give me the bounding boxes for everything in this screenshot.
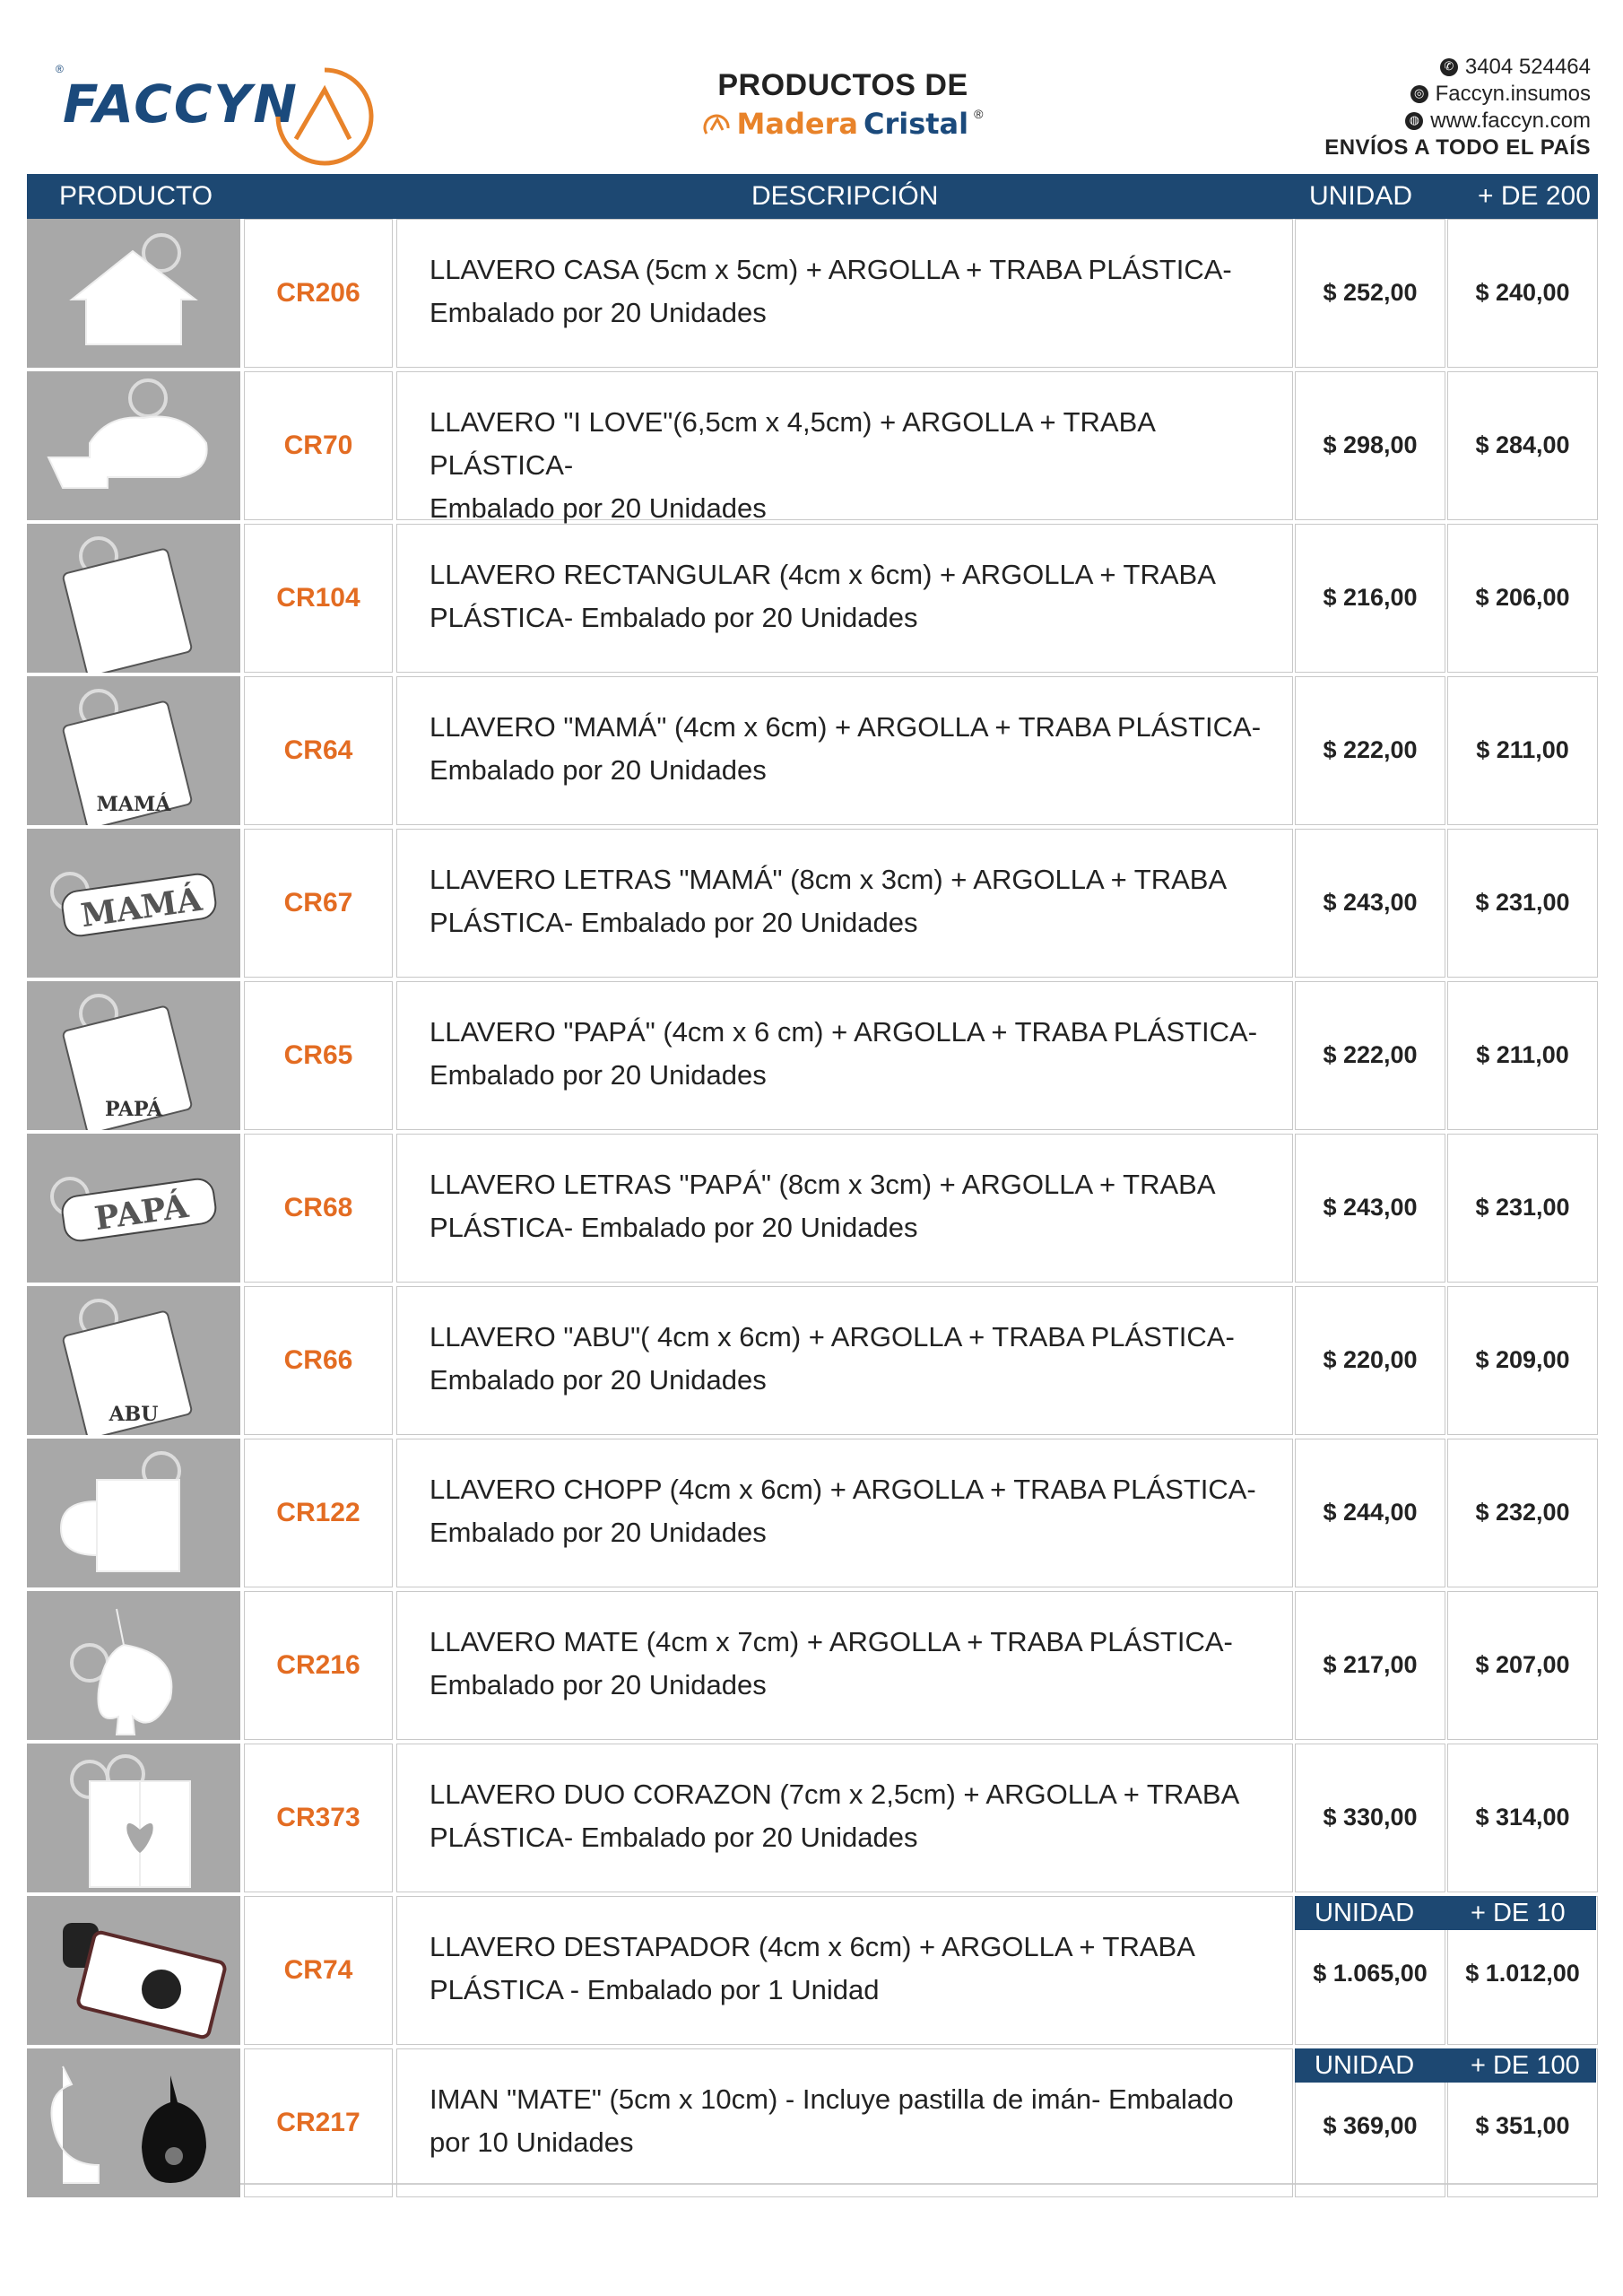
keychain-letters-icon (27, 1134, 240, 1283)
description-line-1: LLAVERO LETRAS "PAPÁ" (8cm x 3cm) + ARGOLLA + TRABA (430, 1169, 1216, 1200)
keychain-duo-icon (27, 1744, 240, 1892)
description-line-1: LLAVERO CASA (5cm x 5cm) + ARGOLLA + TRABA PLÁSTICA- (430, 254, 1232, 285)
product-image (27, 524, 240, 673)
title-main: PRODUCTOS DE (717, 68, 968, 102)
keychain-letters: PAPÁ (91, 1187, 191, 1239)
keychain-opener-icon (27, 1896, 240, 2045)
product-description (396, 219, 1293, 368)
price-unit: $ 243,00 (1323, 889, 1418, 916)
product-image (27, 1591, 240, 1740)
price-unit-cell (1295, 1286, 1445, 1435)
product-image (27, 1286, 240, 1435)
logo-arc-icon (260, 54, 386, 170)
madera-cristal-logo-icon (703, 110, 732, 137)
product-code: CR66 (244, 1286, 393, 1435)
web-globe-icon: ◍ (1405, 112, 1423, 130)
table-row (27, 2048, 1598, 2201)
price-unit-cell (1295, 1744, 1445, 1892)
price-unit: $ 330,00 (1323, 1804, 1418, 1831)
product-image (27, 676, 240, 825)
description-line-1: LLAVERO CHOPP (4cm x 6cm) + ARGOLLA + TRABA PLÁSTICA- (430, 1474, 1256, 1505)
header-unidad: UNIDAD (1309, 181, 1413, 211)
description-line-1: LLAVERO "PAPÁ" (4cm x 6 cm) + ARGOLLA + TRABA PLÁSTICA- (430, 1016, 1258, 1048)
description-line-2: Embalado por 20 Unidades (430, 1059, 767, 1091)
product-code: CR122 (244, 1439, 393, 1587)
contact-web: www.faccyn.com (1430, 109, 1591, 133)
product-description (396, 1439, 1293, 1587)
description-line-2: Embalado por 20 Unidades (430, 754, 767, 786)
product-description (396, 1286, 1293, 1435)
product-description (396, 524, 1293, 673)
table-row (27, 829, 1598, 981)
table-row (27, 1439, 1598, 1591)
keychain-mate-icon (27, 1591, 240, 1740)
price-bulk: $ 207,00 (1475, 1651, 1570, 1678)
price-unit-cell (1295, 829, 1445, 978)
description-line-1: LLAVERO LETRAS "MAMÁ" (8cm x 3cm) + ARGOLLA + TRABA (430, 864, 1228, 895)
description-line-2: Embalado por 20 Unidades (430, 1669, 767, 1700)
table-row (27, 1744, 1598, 1896)
description-line-2: Embalado por 20 Unidades (430, 492, 767, 524)
product-image (27, 1896, 240, 2045)
table-row (27, 981, 1598, 1134)
logo-text: FACCYN (63, 74, 299, 135)
description-line-1: LLAVERO DUO CORAZON (7cm x 2,5cm) + ARGOLLA + TRABA (430, 1779, 1240, 1810)
product-image (27, 1439, 240, 1587)
table-row (27, 1591, 1598, 1744)
product-description (396, 1591, 1293, 1740)
price-unit: $ 369,00 (1323, 2112, 1418, 2139)
description-line-1: IMAN "MATE" (5cm x 10cm) - Incluye pastilla de imán- Embalado (430, 2083, 1234, 2115)
product-image (27, 1134, 240, 1283)
table-row (27, 1286, 1598, 1439)
keychain-house-icon (27, 219, 240, 368)
product-image (27, 1744, 240, 1892)
product-description (396, 1896, 1293, 2045)
price-bulk: $ 284,00 (1475, 431, 1570, 458)
keychain-rect-icon (27, 524, 240, 673)
description-line-2: PLÁSTICA- Embalado por 20 Unidades (430, 1212, 918, 1243)
brand-registered-mark: ® (974, 107, 984, 121)
price-unit-cell (1295, 1134, 1445, 1283)
table-body (27, 219, 1598, 2201)
contact-phone: 3404 524464 (1464, 55, 1591, 79)
brand-cristal: Cristal (863, 107, 969, 141)
product-code: CR65 (244, 981, 393, 1130)
price-bulk-cell (1447, 676, 1598, 825)
price-bulk: $ 211,00 (1476, 1041, 1569, 1068)
table-row (27, 524, 1598, 676)
header-mas-200: + DE 200 (1478, 181, 1591, 211)
product-code: CR70 (244, 371, 393, 520)
table-row (27, 1896, 1598, 2048)
brand-madera: Madera (736, 107, 858, 141)
description-line-2: Embalado por 20 Unidades (430, 1517, 767, 1548)
price-unit-cell (1295, 219, 1445, 368)
header-descripcion: DESCRIPCIÓN (751, 181, 939, 211)
description-line-2: PLÁSTICA- Embalado por 20 Unidades (430, 907, 918, 938)
product-description (396, 829, 1293, 978)
product-description (396, 371, 1293, 524)
description-line-1: LLAVERO MATE (4cm x 7cm) + ARGOLLA + TRABA PLÁSTICA- (430, 1626, 1233, 1657)
price-unit: $ 220,00 (1323, 1346, 1418, 1373)
description-line-2: Embalado por 20 Unidades (430, 297, 767, 328)
price-bulk-cell (1447, 371, 1598, 520)
price-unit-cell (1295, 676, 1445, 825)
table-row (27, 676, 1598, 829)
description-line-1: LLAVERO "ABU"( 4cm x 6cm) + ARGOLLA + TRABA PLÁSTICA- (430, 1321, 1235, 1352)
price-bulk: $ 206,00 (1475, 584, 1570, 611)
product-image (27, 219, 240, 368)
product-image (27, 2048, 240, 2197)
product-code: CR64 (244, 676, 393, 825)
price-bulk-cell (1447, 1744, 1598, 1892)
description-line-2: por 10 Unidades (430, 2126, 634, 2158)
contact-shipping: ENVÍOS A TODO EL PAÍS (1324, 135, 1591, 160)
price-bulk: $ 231,00 (1475, 1194, 1570, 1221)
keychain-letters-icon (27, 829, 240, 978)
price-unit-cell (1295, 371, 1445, 520)
price-bulk-cell (1447, 1591, 1598, 1740)
price-unit-cell (1295, 1591, 1445, 1740)
product-code: CR104 (244, 524, 393, 673)
table-row (27, 1134, 1598, 1286)
product-description (396, 1134, 1293, 1283)
product-code: CR216 (244, 1591, 393, 1740)
table-header (27, 174, 1598, 219)
price-bulk: $ 232,00 (1475, 1499, 1570, 1526)
keychain-engraving: MAMÁ (96, 793, 171, 816)
brand-line (664, 107, 1022, 141)
subheader-qty: + DE 10 (1471, 1899, 1566, 1927)
price-bulk: $ 209,00 (1475, 1346, 1570, 1373)
price-bulk: $ 211,00 (1476, 736, 1569, 763)
price-unit: $ 1.065,00 (1313, 1960, 1428, 1987)
faccyn-logo (56, 54, 387, 170)
product-code: CR206 (244, 219, 393, 368)
keychain-letters: MAMÁ (78, 880, 204, 935)
description-line-1: LLAVERO "I LOVE"(6,5cm x 4,5cm) + ARGOLLA + TRABA PLÁSTICA- (430, 406, 1155, 481)
price-unit: $ 216,00 (1323, 584, 1418, 611)
whatsapp-icon: ✆ (1440, 58, 1458, 76)
product-description (396, 2048, 1293, 2197)
price-bulk-cell (1447, 1286, 1598, 1435)
product-description (396, 1744, 1293, 1892)
product-code: CR68 (244, 1134, 393, 1283)
price-unit: $ 222,00 (1323, 1041, 1418, 1068)
product-code: CR217 (244, 2048, 393, 2197)
subheader-unidad: UNIDAD (1315, 2051, 1415, 2080)
keychain-engraving: ABU (108, 1403, 159, 1426)
header-producto: PRODUCTO (59, 181, 213, 211)
keychain-rect-icon (27, 981, 240, 1130)
subheader-unidad: UNIDAD (1315, 1899, 1415, 1927)
document-title (664, 68, 1022, 141)
subheader-qty: + DE 100 (1471, 2051, 1580, 2080)
description-line-1: LLAVERO DESTAPADOR (4cm x 6cm) + ARGOLLA + TRABA (430, 1931, 1195, 1962)
keychain-magnet-icon (27, 2048, 240, 2197)
price-unit: $ 252,00 (1323, 279, 1418, 306)
price-unit-cell (1295, 524, 1445, 673)
contact-block (1324, 54, 1591, 161)
instagram-icon: ◎ (1410, 85, 1428, 103)
description-line-2: Embalado por 20 Unidades (430, 1364, 767, 1396)
logo-registered-mark: ® (56, 63, 64, 75)
price-bulk: $ 351,00 (1475, 2112, 1570, 2139)
contact-instagram: Faccyn.insumos (1435, 82, 1591, 106)
price-unit: $ 298,00 (1323, 431, 1418, 458)
price-bulk-cell (1447, 1439, 1598, 1587)
price-unit: $ 222,00 (1323, 736, 1418, 763)
product-image (27, 829, 240, 978)
price-unit: $ 243,00 (1323, 1194, 1418, 1221)
keychain-mug-icon (27, 1439, 240, 1587)
keychain-rect-icon (27, 676, 240, 825)
price-bulk-cell (1447, 981, 1598, 1130)
price-unit-cell (1295, 981, 1445, 1130)
product-description (396, 981, 1293, 1130)
description-line-2: PLÁSTICA - Embalado por 1 Unidad (430, 1974, 880, 2005)
table-row (27, 371, 1598, 524)
product-code: CR373 (244, 1744, 393, 1892)
description-line-1: LLAVERO RECTANGULAR (4cm x 6cm) + ARGOLLA + TRABA (430, 559, 1216, 590)
table-row (27, 219, 1598, 371)
price-bulk: $ 231,00 (1475, 889, 1570, 916)
price-subheader (1295, 1896, 1596, 1930)
product-code: CR74 (244, 1896, 393, 2045)
keychain-rect-icon (27, 1286, 240, 1435)
product-image (27, 981, 240, 1130)
price-unit-cell (1295, 1439, 1445, 1587)
product-image (27, 371, 240, 520)
price-bulk-cell (1447, 524, 1598, 673)
price-bulk: $ 240,00 (1475, 279, 1570, 306)
description-line-2: PLÁSTICA- Embalado por 20 Unidades (430, 1822, 918, 1853)
price-subheader (1295, 2048, 1596, 2083)
price-bulk-cell (1447, 1134, 1598, 1283)
price-bulk: $ 1.012,00 (1465, 1960, 1580, 1987)
price-bulk-cell (1447, 829, 1598, 978)
price-unit: $ 244,00 (1323, 1499, 1418, 1526)
description-line-2: PLÁSTICA- Embalado por 20 Unidades (430, 602, 918, 633)
keychain-ilove-icon (27, 371, 240, 520)
product-code: CR67 (244, 829, 393, 978)
price-bulk: $ 314,00 (1475, 1804, 1570, 1831)
keychain-engraving: PAPÁ (104, 1098, 163, 1121)
description-line-1: LLAVERO "MAMÁ" (4cm x 6cm) + ARGOLLA + TRABA PLÁSTICA- (430, 711, 1262, 743)
product-description (396, 676, 1293, 825)
price-bulk-cell (1447, 219, 1598, 368)
price-unit: $ 217,00 (1323, 1651, 1418, 1678)
